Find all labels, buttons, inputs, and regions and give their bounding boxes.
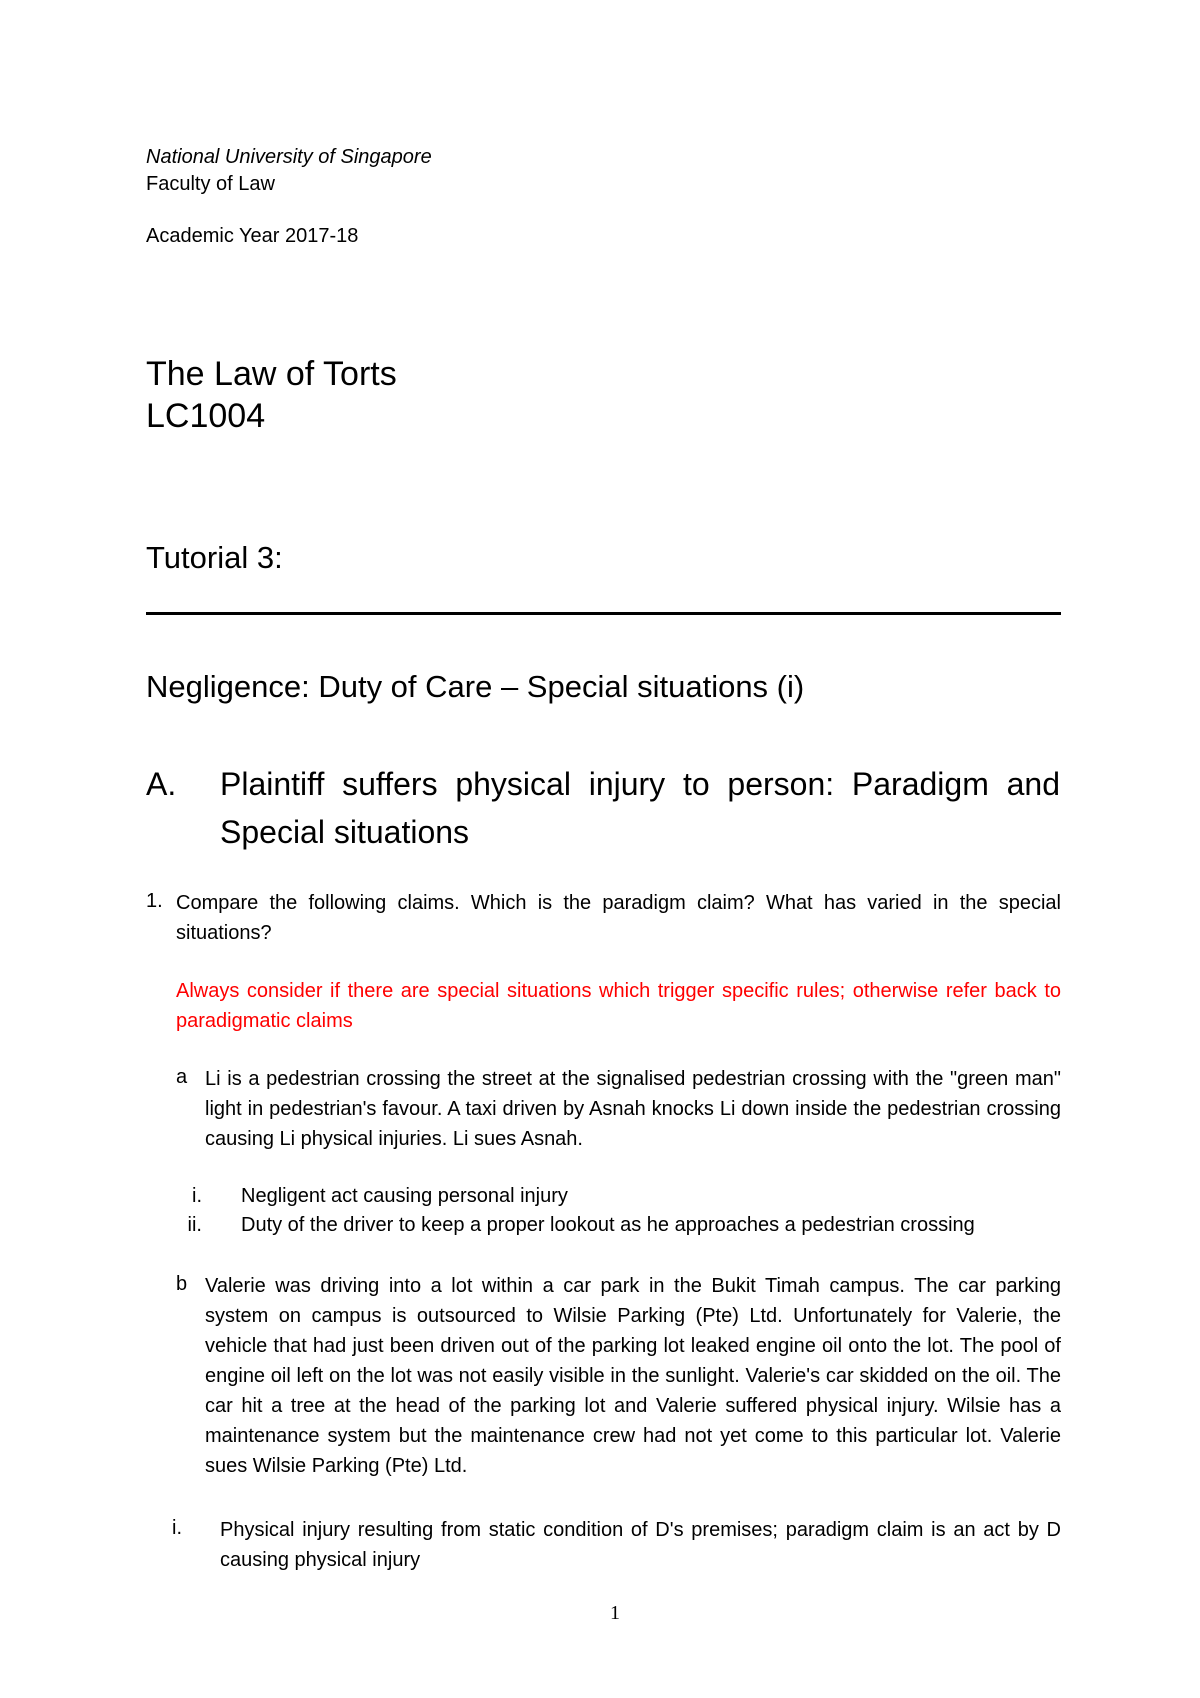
tutorial-label: Tutorial 3: xyxy=(146,540,283,575)
horizontal-rule xyxy=(146,612,1061,615)
section-heading: Negligence: Duty of Care – Special situations (i) xyxy=(146,669,805,704)
part-a-title: Plaintiff suffers physical injury to person: Paradigm and Special situations xyxy=(220,766,1060,850)
guidance-note: Always consider if there are special situations which trigger specific rules; otherwise refer back to paradigmatic claims xyxy=(176,980,1061,1032)
question-number: 1. xyxy=(146,890,163,912)
item-b-point-text: Physical injury resulting from static condition of D's premises; paradigm claim is an act by D causing physical injury xyxy=(220,1519,1061,1571)
item-b-point-number: i. xyxy=(172,1517,182,1539)
course-title: The Law of Torts xyxy=(146,355,397,393)
faculty-name: Faculty of Law xyxy=(146,173,275,195)
course-code: LC1004 xyxy=(146,397,266,435)
item-a-point-number: ii. xyxy=(187,1214,202,1236)
question-text: Compare the following claims. Which is the paradigm claim? What has varied in the special situations? xyxy=(176,892,1061,944)
item-b-text: Valerie was driving into a lot within a car park in the Bukit Timah campus. The car parking system on campus is outsourced to Wilsie Parking (Pte) Ltd. Unfortunately for Valerie, the vehicle that had just been driven out of the parking lot leaked engine oil onto the lot. The pool of engine oil left on the lot was not easily visible in the sunlight. Valerie's car skidded on the oil. The car hit a tree at the head of the parking lot and Valerie suffered physical injury. Wilsie has a maintenance system but the maintenance crew had not yet come to this particular lot. Valerie sues Wilsie Parking (Pte) Ltd. xyxy=(205,1275,1061,1477)
item-a-point-text: Duty of the driver to keep a proper lookout as he approaches a pedestrian crossing xyxy=(241,1214,975,1236)
item-a-point-text: Negligent act causing personal injury xyxy=(241,1185,568,1207)
item-a-point-number: i. xyxy=(192,1185,202,1207)
item-a-letter: a xyxy=(176,1066,188,1088)
item-a-text: Li is a pedestrian crossing the street at the signalised pedestrian crossing with the "green man" light in pedestrian's favour. A taxi driven by Asnah knocks Li down inside the pedestrian crossing causing Li physical injuries. Li sues Asnah. xyxy=(205,1068,1061,1150)
university-name: National University of Singapore xyxy=(146,146,432,168)
academic-year: Academic Year 2017-18 xyxy=(146,225,359,247)
item-b-letter: b xyxy=(176,1273,188,1295)
part-a-letter: A. xyxy=(146,766,177,802)
page-number: 1 xyxy=(610,1602,620,1624)
